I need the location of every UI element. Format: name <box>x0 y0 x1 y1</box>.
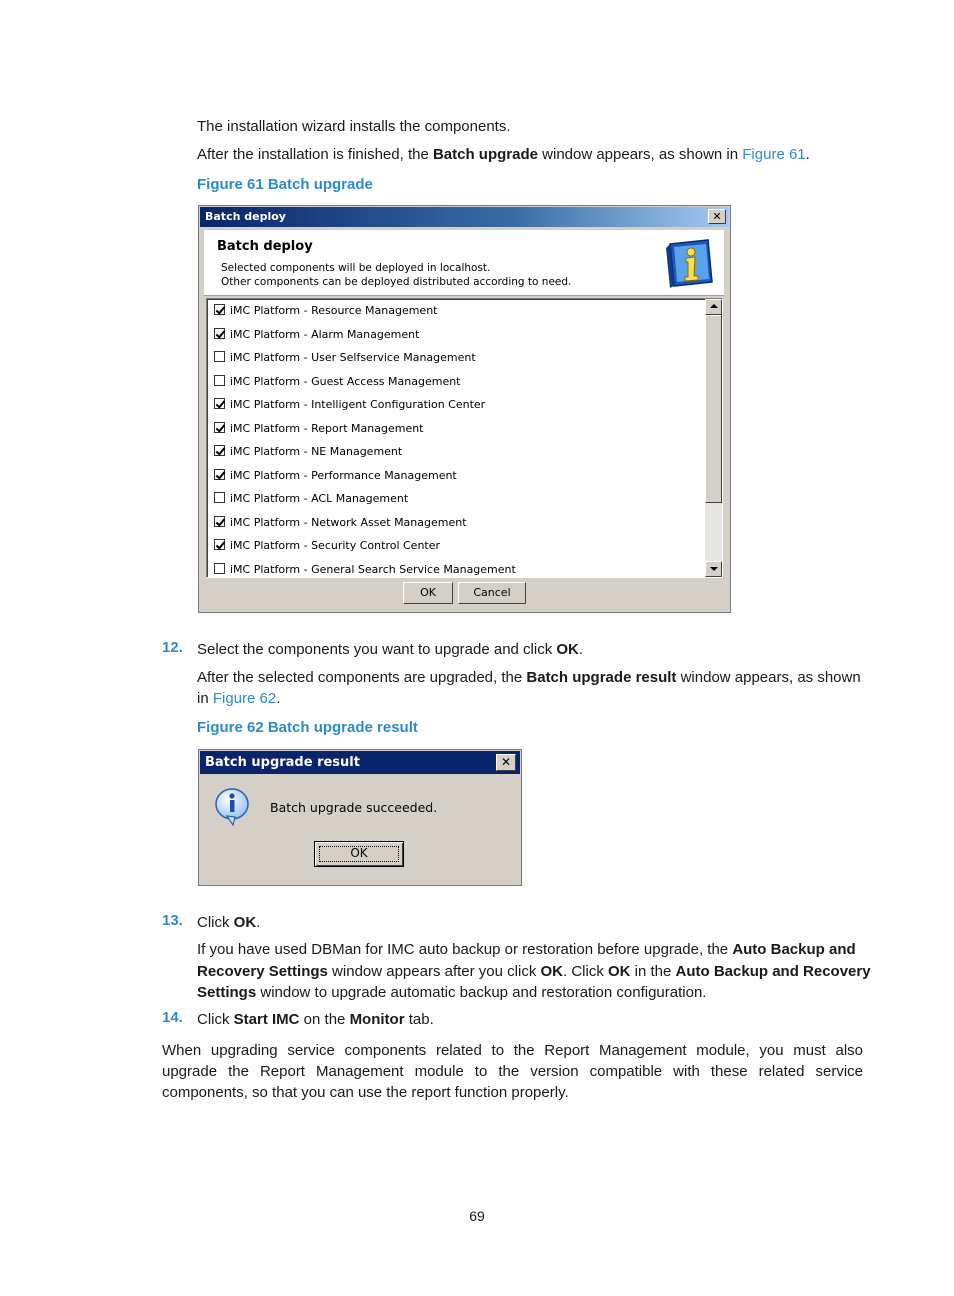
focus-rect <box>319 846 399 862</box>
step-text: . <box>256 914 261 931</box>
component-label: iMC Platform - Network Asset Management <box>230 515 467 529</box>
step-bold: OK <box>556 641 579 658</box>
checkbox-checked[interactable] <box>214 422 225 433</box>
vertical-scrollbar[interactable] <box>705 299 722 577</box>
step-bold: Batch upgrade result <box>526 669 677 686</box>
step-bold: Auto Backup and <box>732 941 856 958</box>
result-message: Batch upgrade succeeded. <box>270 800 438 815</box>
checkbox-checked[interactable] <box>214 469 225 480</box>
header-description-2: Other components can be deployed distributed according to need. <box>221 276 572 288</box>
step-text: Select the components you want to upgrade and click <box>197 641 557 658</box>
step-bold: Monitor <box>349 1011 405 1028</box>
component-item[interactable] <box>214 422 424 438</box>
component-item[interactable] <box>214 351 476 367</box>
step-12-number: 12. <box>162 639 183 656</box>
header-title: Batch deploy <box>217 239 313 254</box>
figure-61-caption: Figure 61 Batch upgrade <box>197 176 373 193</box>
step-bold: Settings <box>197 984 257 1001</box>
step-13-line-3 <box>197 982 706 1003</box>
component-list[interactable] <box>206 298 723 578</box>
component-label: iMC Platform - NE Management <box>230 445 403 458</box>
intro-line-2 <box>197 144 810 165</box>
closing-line-3: components, so that you can use the report function properly. <box>162 1084 569 1101</box>
cancel-button[interactable]: Cancel <box>458 582 526 604</box>
step-text: Click <box>197 1011 234 1028</box>
ok-button[interactable]: OK <box>403 582 453 604</box>
component-item[interactable] <box>214 492 408 508</box>
step-text: window appears after you click <box>327 963 541 980</box>
header-description-1: Selected components will be deployed in localhost. <box>221 262 491 274</box>
page-number: 69 <box>469 1208 485 1224</box>
step-12-text <box>197 639 583 660</box>
component-item[interactable] <box>214 563 516 578</box>
step-12-after-line-2 <box>197 688 280 709</box>
component-label: iMC Platform - Guest Access Management <box>230 374 461 388</box>
step-bold: Recovery Settings <box>197 963 328 980</box>
figure-62-caption: Figure 62 Batch upgrade result <box>197 719 418 736</box>
component-item[interactable] <box>214 398 485 414</box>
step-text: window to upgrade automatic backup and restoration configuration. <box>256 984 707 1001</box>
closing-line-2: upgrade the Report Management module to the version compatible with these related service <box>162 1063 863 1080</box>
component-item[interactable] <box>214 328 419 344</box>
component-label: iMC Platform - General Search Service Management <box>230 562 516 576</box>
step-13-number: 13. <box>162 912 183 929</box>
step-bold: Start IMC <box>233 1011 300 1028</box>
figure-61-link[interactable]: Figure 61 <box>742 146 806 163</box>
component-item[interactable] <box>214 375 461 391</box>
batch-upgrade-result-window <box>198 749 522 886</box>
intro-text: After the installation is finished, the <box>197 146 433 163</box>
component-label: iMC Platform - User Selfservice Management <box>230 351 476 364</box>
step-12-after-line-1 <box>197 667 861 688</box>
intro-text: . <box>805 146 810 163</box>
closing-line-1: When upgrading service components related to the Report Management module, you must also <box>162 1042 863 1059</box>
checkbox-unchecked[interactable] <box>214 563 225 574</box>
step-14-number: 14. <box>162 1009 183 1026</box>
ok-button[interactable] <box>314 841 404 867</box>
checkbox-unchecked[interactable] <box>214 492 225 503</box>
window-titlebar[interactable] <box>200 207 729 227</box>
step-text: After the selected components are upgraded, the <box>197 669 527 686</box>
step-text: in the <box>630 963 676 980</box>
component-label: iMC Platform - Intelligent Configuration Center <box>230 398 486 411</box>
step-text: . <box>276 690 281 707</box>
step-14-text <box>197 1009 434 1030</box>
step-text: . <box>578 641 584 658</box>
step-bold: OK <box>233 914 257 931</box>
figure-62-link[interactable]: Figure 62 <box>212 690 277 707</box>
step-bold: OK <box>608 963 631 980</box>
component-label: iMC Platform - ACL Management <box>230 492 409 505</box>
step-text: . Click <box>563 963 608 980</box>
checkbox-unchecked[interactable] <box>214 351 225 362</box>
wizard-header <box>204 230 724 296</box>
component-item[interactable] <box>214 445 402 461</box>
batch-deploy-window <box>198 205 731 613</box>
checkbox-checked[interactable] <box>214 445 225 456</box>
component-item[interactable] <box>214 516 467 532</box>
window-title: Batch deploy <box>205 210 286 223</box>
step-13-line-2 <box>197 961 871 982</box>
checkbox-unchecked[interactable] <box>214 375 225 386</box>
component-item[interactable] <box>214 539 440 555</box>
step-bold: Auto Backup and Recovery <box>675 963 871 980</box>
component-label: iMC Platform - Performance Management <box>230 468 457 482</box>
step-text: window appears, as shown <box>676 669 861 686</box>
component-list-items <box>207 299 703 577</box>
intro-bold: Batch upgrade <box>432 146 538 163</box>
scroll-thumb[interactable] <box>705 315 722 503</box>
component-label: iMC Platform - Report Management <box>230 421 424 435</box>
step-bold: OK <box>540 963 563 980</box>
intro-text: window appears, as shown in <box>537 146 743 163</box>
scroll-down-arrow-icon[interactable] <box>705 561 722 577</box>
component-item[interactable] <box>214 469 457 485</box>
scroll-up-arrow-icon[interactable] <box>705 299 722 315</box>
step-13-line-1 <box>197 939 863 960</box>
checkbox-checked[interactable] <box>214 516 225 527</box>
step-text: Click <box>197 914 234 931</box>
window-titlebar[interactable] <box>200 751 520 774</box>
window-title: Batch upgrade result <box>205 755 360 770</box>
step-text: If you have used DBMan for IMC auto backup or restoration before upgrade, the <box>197 941 733 958</box>
component-label: iMC Platform - Resource Management <box>230 304 438 317</box>
info-book-icon <box>664 238 716 288</box>
close-icon[interactable]: ✕ <box>708 209 726 224</box>
ok-label: OK <box>350 846 368 860</box>
checkbox-checked[interactable] <box>214 539 225 550</box>
checkbox-checked[interactable] <box>214 398 225 409</box>
step-text: on the <box>299 1011 350 1028</box>
intro-line-1: The installation wizard installs the components. <box>197 118 511 135</box>
info-balloon-icon <box>213 787 253 827</box>
step-text: in <box>197 690 213 707</box>
step-text: tab. <box>404 1011 434 1028</box>
checkbox-checked[interactable] <box>214 328 225 339</box>
step-13-text <box>197 912 260 933</box>
checkbox-checked[interactable] <box>214 304 225 315</box>
component-item[interactable] <box>214 304 437 320</box>
component-label: iMC Platform - Security Control Center <box>230 539 441 552</box>
component-label: iMC Platform - Alarm Management <box>230 327 420 341</box>
close-icon[interactable]: ✕ <box>496 754 516 771</box>
